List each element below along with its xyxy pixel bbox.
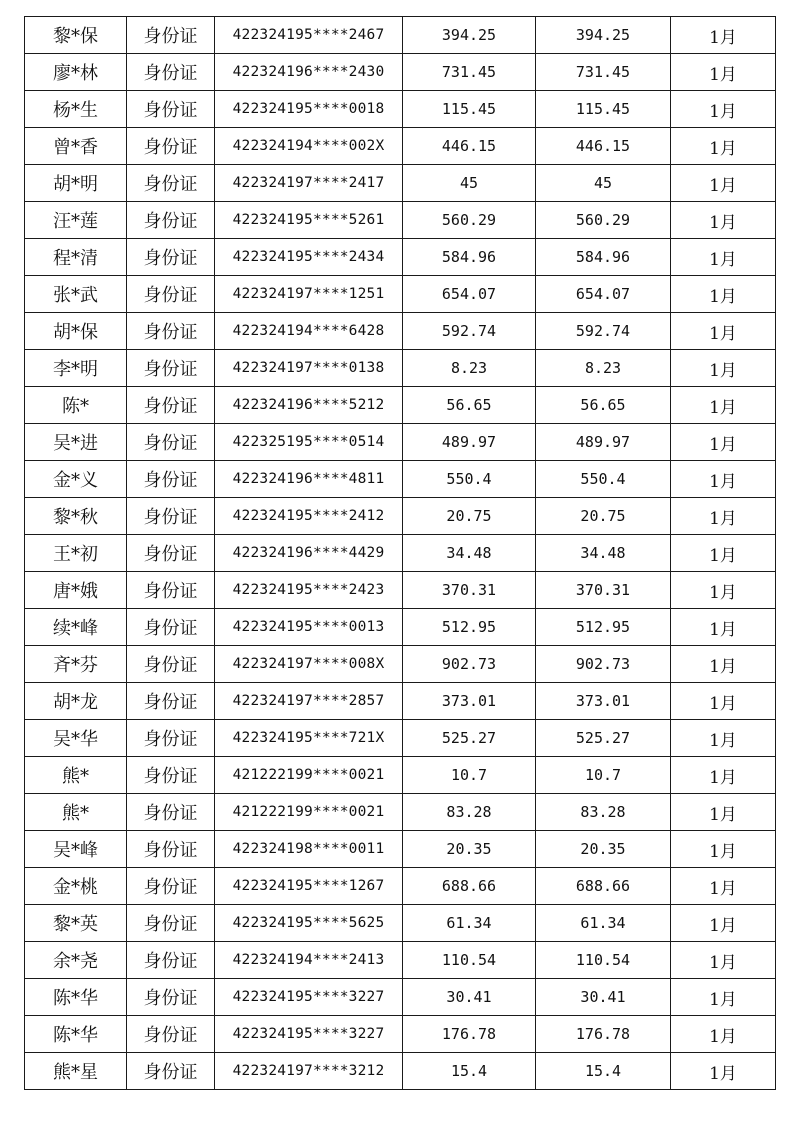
month-cell: 1月	[671, 720, 776, 757]
id-number-cell: 422324195****2423	[215, 572, 403, 609]
table-row	[25, 757, 776, 794]
amount-cell: 34.48	[403, 535, 536, 572]
id-type-cell: 身份证	[127, 202, 215, 239]
month-cell: 1月	[671, 276, 776, 313]
amount-paid-cell: 525.27	[536, 720, 671, 757]
id-number-cell: 422324196****5212	[215, 387, 403, 424]
month-cell: 1月	[671, 535, 776, 572]
id-type-cell: 身份证	[127, 424, 215, 461]
table-row	[25, 276, 776, 313]
amount-cell: 15.4	[403, 1053, 536, 1090]
name-cell: 黎*保	[25, 17, 127, 54]
id-number-cell: 422324195****721X	[215, 720, 403, 757]
table-row	[25, 424, 776, 461]
amount-cell: 550.4	[403, 461, 536, 498]
id-number-cell: 422324195****3227	[215, 979, 403, 1016]
table-row	[25, 609, 776, 646]
month-cell: 1月	[671, 239, 776, 276]
amount-paid-cell: 176.78	[536, 1016, 671, 1053]
month-cell: 1月	[671, 91, 776, 128]
id-type-cell: 身份证	[127, 646, 215, 683]
amount-paid-cell: 30.41	[536, 979, 671, 1016]
amount-paid-cell: 394.25	[536, 17, 671, 54]
name-cell: 王*初	[25, 535, 127, 572]
name-cell: 黎*英	[25, 905, 127, 942]
amount-cell: 56.65	[403, 387, 536, 424]
table-row	[25, 831, 776, 868]
amount-paid-cell: 10.7	[536, 757, 671, 794]
table-row	[25, 350, 776, 387]
amount-paid-cell: 8.23	[536, 350, 671, 387]
table-row	[25, 572, 776, 609]
table-row	[25, 387, 776, 424]
id-type-cell: 身份证	[127, 535, 215, 572]
month-cell: 1月	[671, 794, 776, 831]
month-cell: 1月	[671, 17, 776, 54]
name-cell: 张*武	[25, 276, 127, 313]
amount-cell: 654.07	[403, 276, 536, 313]
id-type-cell: 身份证	[127, 91, 215, 128]
amount-paid-cell: 446.15	[536, 128, 671, 165]
name-cell: 续*峰	[25, 609, 127, 646]
name-cell: 陈*华	[25, 1016, 127, 1053]
name-cell: 吴*华	[25, 720, 127, 757]
amount-paid-cell: 373.01	[536, 683, 671, 720]
amount-paid-cell: 489.97	[536, 424, 671, 461]
id-number-cell: 422324197****008X	[215, 646, 403, 683]
id-number-cell: 422324197****2857	[215, 683, 403, 720]
month-cell: 1月	[671, 572, 776, 609]
table-row	[25, 165, 776, 202]
id-number-cell: 422324194****002X	[215, 128, 403, 165]
month-cell: 1月	[671, 498, 776, 535]
id-type-cell: 身份证	[127, 54, 215, 91]
id-type-cell: 身份证	[127, 905, 215, 942]
table-row	[25, 942, 776, 979]
month-cell: 1月	[671, 54, 776, 91]
amount-paid-cell: 15.4	[536, 1053, 671, 1090]
id-number-cell: 422324195****2434	[215, 239, 403, 276]
month-cell: 1月	[671, 942, 776, 979]
amount-cell: 176.78	[403, 1016, 536, 1053]
month-cell: 1月	[671, 609, 776, 646]
amount-paid-cell: 550.4	[536, 461, 671, 498]
id-number-cell: 422324195****3227	[215, 1016, 403, 1053]
month-cell: 1月	[671, 202, 776, 239]
id-number-cell: 422324197****3212	[215, 1053, 403, 1090]
amount-cell: 30.41	[403, 979, 536, 1016]
id-type-cell: 身份证	[127, 276, 215, 313]
month-cell: 1月	[671, 683, 776, 720]
id-number-cell: 422324195****0013	[215, 609, 403, 646]
month-cell: 1月	[671, 979, 776, 1016]
table-row	[25, 1016, 776, 1053]
name-cell: 斉*芬	[25, 646, 127, 683]
id-number-cell: 422324197****2417	[215, 165, 403, 202]
amount-cell: 512.95	[403, 609, 536, 646]
id-type-cell: 身份证	[127, 498, 215, 535]
id-number-cell: 422324195****5625	[215, 905, 403, 942]
table-row	[25, 128, 776, 165]
month-cell: 1月	[671, 757, 776, 794]
id-number-cell: 422324194****2413	[215, 942, 403, 979]
amount-cell: 373.01	[403, 683, 536, 720]
table-row	[25, 54, 776, 91]
month-cell: 1月	[671, 646, 776, 683]
month-cell: 1月	[671, 905, 776, 942]
month-cell: 1月	[671, 461, 776, 498]
id-number-cell: 422325195****0514	[215, 424, 403, 461]
id-type-cell: 身份证	[127, 165, 215, 202]
amount-paid-cell: 45	[536, 165, 671, 202]
amount-cell: 110.54	[403, 942, 536, 979]
name-cell: 廖*林	[25, 54, 127, 91]
table-row	[25, 794, 776, 831]
amount-paid-cell: 61.34	[536, 905, 671, 942]
id-type-cell: 身份证	[127, 461, 215, 498]
id-type-cell: 身份证	[127, 572, 215, 609]
table-row	[25, 979, 776, 1016]
month-cell: 1月	[671, 831, 776, 868]
amount-paid-cell: 20.35	[536, 831, 671, 868]
amount-paid-cell: 115.45	[536, 91, 671, 128]
name-cell: 唐*娥	[25, 572, 127, 609]
amount-paid-cell: 512.95	[536, 609, 671, 646]
month-cell: 1月	[671, 165, 776, 202]
amount-cell: 902.73	[403, 646, 536, 683]
amount-cell: 489.97	[403, 424, 536, 461]
amount-cell: 370.31	[403, 572, 536, 609]
table-row	[25, 1053, 776, 1090]
name-cell: 李*明	[25, 350, 127, 387]
id-type-cell: 身份证	[127, 239, 215, 276]
id-number-cell: 422324195****2412	[215, 498, 403, 535]
amount-cell: 592.74	[403, 313, 536, 350]
id-type-cell: 身份证	[127, 831, 215, 868]
month-cell: 1月	[671, 387, 776, 424]
id-type-cell: 身份证	[127, 1016, 215, 1053]
amount-cell: 45	[403, 165, 536, 202]
id-type-cell: 身份证	[127, 1053, 215, 1090]
id-number-cell: 421222199****0021	[215, 794, 403, 831]
id-number-cell: 422324196****4429	[215, 535, 403, 572]
name-cell: 曾*香	[25, 128, 127, 165]
amount-cell: 8.23	[403, 350, 536, 387]
id-type-cell: 身份证	[127, 757, 215, 794]
month-cell: 1月	[671, 1016, 776, 1053]
amount-cell: 688.66	[403, 868, 536, 905]
amount-paid-cell: 20.75	[536, 498, 671, 535]
id-type-cell: 身份证	[127, 794, 215, 831]
id-number-cell: 422324197****0138	[215, 350, 403, 387]
amount-cell: 115.45	[403, 91, 536, 128]
name-cell: 黎*秋	[25, 498, 127, 535]
table-row	[25, 91, 776, 128]
table-row	[25, 683, 776, 720]
amount-paid-cell: 83.28	[536, 794, 671, 831]
amount-cell: 61.34	[403, 905, 536, 942]
name-cell: 陈*华	[25, 979, 127, 1016]
name-cell: 金*义	[25, 461, 127, 498]
amount-cell: 10.7	[403, 757, 536, 794]
name-cell: 熊*	[25, 794, 127, 831]
id-number-cell: 422324197****1251	[215, 276, 403, 313]
amount-paid-cell: 110.54	[536, 942, 671, 979]
id-number-cell: 422324195****0018	[215, 91, 403, 128]
name-cell: 吴*峰	[25, 831, 127, 868]
amount-cell: 394.25	[403, 17, 536, 54]
amount-cell: 446.15	[403, 128, 536, 165]
table-row	[25, 720, 776, 757]
month-cell: 1月	[671, 424, 776, 461]
id-number-cell: 422324195****5261	[215, 202, 403, 239]
id-type-cell: 身份证	[127, 313, 215, 350]
amount-paid-cell: 592.74	[536, 313, 671, 350]
name-cell: 胡*保	[25, 313, 127, 350]
id-type-cell: 身份证	[127, 683, 215, 720]
amount-cell: 560.29	[403, 202, 536, 239]
document-page	[24, 16, 776, 1090]
id-type-cell: 身份证	[127, 720, 215, 757]
amount-paid-cell: 370.31	[536, 572, 671, 609]
table-row	[25, 868, 776, 905]
name-cell: 熊*星	[25, 1053, 127, 1090]
amount-cell: 20.35	[403, 831, 536, 868]
name-cell: 程*清	[25, 239, 127, 276]
id-type-cell: 身份证	[127, 387, 215, 424]
amount-paid-cell: 34.48	[536, 535, 671, 572]
month-cell: 1月	[671, 1053, 776, 1090]
month-cell: 1月	[671, 868, 776, 905]
id-number-cell: 422324198****0011	[215, 831, 403, 868]
table-row	[25, 17, 776, 54]
id-number-cell: 422324196****4811	[215, 461, 403, 498]
id-type-cell: 身份证	[127, 609, 215, 646]
table-body	[25, 17, 776, 1090]
name-cell: 胡*龙	[25, 683, 127, 720]
table-row	[25, 498, 776, 535]
month-cell: 1月	[671, 350, 776, 387]
name-cell: 汪*莲	[25, 202, 127, 239]
amount-paid-cell: 584.96	[536, 239, 671, 276]
id-number-cell: 422324194****6428	[215, 313, 403, 350]
name-cell: 余*尧	[25, 942, 127, 979]
id-number-cell: 422324196****2430	[215, 54, 403, 91]
name-cell: 金*桃	[25, 868, 127, 905]
subsidy-table	[24, 16, 776, 1090]
id-type-cell: 身份证	[127, 17, 215, 54]
id-type-cell: 身份证	[127, 350, 215, 387]
amount-paid-cell: 731.45	[536, 54, 671, 91]
amount-paid-cell: 56.65	[536, 387, 671, 424]
table-row	[25, 461, 776, 498]
name-cell: 杨*生	[25, 91, 127, 128]
table-row	[25, 239, 776, 276]
id-type-cell: 身份证	[127, 979, 215, 1016]
table-row	[25, 313, 776, 350]
name-cell: 熊*	[25, 757, 127, 794]
name-cell: 吴*进	[25, 424, 127, 461]
amount-paid-cell: 688.66	[536, 868, 671, 905]
amount-cell: 20.75	[403, 498, 536, 535]
name-cell: 胡*明	[25, 165, 127, 202]
month-cell: 1月	[671, 128, 776, 165]
table-row	[25, 905, 776, 942]
id-number-cell: 421222199****0021	[215, 757, 403, 794]
amount-paid-cell: 902.73	[536, 646, 671, 683]
amount-cell: 731.45	[403, 54, 536, 91]
name-cell: 陈*	[25, 387, 127, 424]
id-type-cell: 身份证	[127, 128, 215, 165]
amount-cell: 584.96	[403, 239, 536, 276]
table-row	[25, 535, 776, 572]
amount-cell: 83.28	[403, 794, 536, 831]
id-number-cell: 422324195****1267	[215, 868, 403, 905]
amount-paid-cell: 654.07	[536, 276, 671, 313]
id-type-cell: 身份证	[127, 942, 215, 979]
month-cell: 1月	[671, 313, 776, 350]
table-row	[25, 646, 776, 683]
table-row	[25, 202, 776, 239]
id-number-cell: 422324195****2467	[215, 17, 403, 54]
id-type-cell: 身份证	[127, 868, 215, 905]
amount-cell: 525.27	[403, 720, 536, 757]
amount-paid-cell: 560.29	[536, 202, 671, 239]
